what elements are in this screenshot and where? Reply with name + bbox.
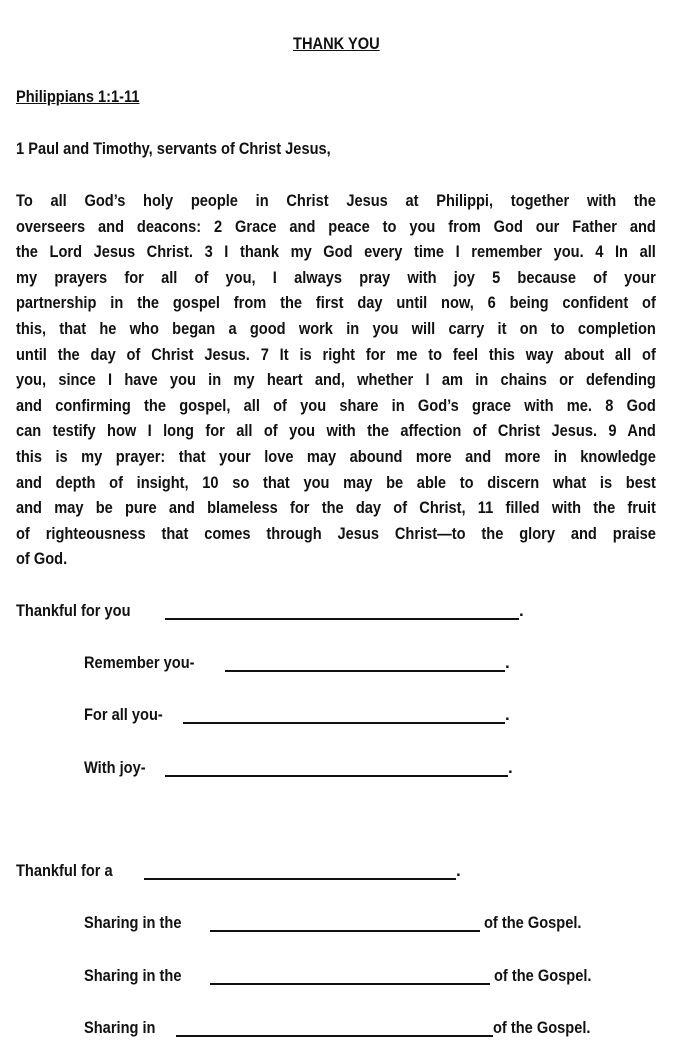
line-text: this, that he who began a good work in you will carry it on to completion [16,319,656,338]
paragraph-line [16,523,680,545]
fill-in-suffix [484,913,597,933]
label-text: Sharing in the [84,966,182,985]
label-text: Remember you- [84,653,195,672]
scripture-reference-text: Philippians 1:1-11 [16,87,140,106]
answer-blank[interactable] [165,602,519,620]
fill-in-label [16,601,161,621]
fill-in-label [84,1018,176,1038]
label-text: With joy- [84,758,146,777]
line-text: the Lord Jesus Christ. 3 I thank my God every time I remember you. 4 In all [16,242,656,262]
line-text: of righteousness that comes through Jesus Christ—to the glory and praise [16,523,656,543]
fill-in-label [16,861,140,881]
salutation-verse [16,139,382,159]
fill-in-label [84,966,210,986]
period: . [519,601,524,620]
paragraph-line [16,190,680,212]
fill-in-label [84,913,210,933]
paragraph-line [16,497,680,519]
suffix-text: of the Gospel. [494,966,592,985]
answer-blank[interactable] [210,967,490,985]
paragraph-line [16,267,680,289]
period: . [508,758,513,777]
line-text: you, since I have you in my heart and, whether I am in chains or defending [16,370,656,390]
fill-in-sharing-1 [84,913,597,933]
answer-blank[interactable] [144,862,456,880]
fill-in-sharing-2 [84,966,607,986]
scripture-reference [16,87,160,107]
paragraph-line [16,318,680,340]
fill-in-for-all-you [84,705,510,725]
answer-blank[interactable] [165,759,508,777]
line-text: and depth of insight, 10 so that you may be able to discern what is best [16,472,656,492]
line-text: this is my prayer: that your love may abound more and more in knowledge [16,447,656,466]
line-text: To all God’s holy people in Christ Jesus at Philippi, together with the [16,191,656,210]
period: . [505,705,510,724]
line-text: partnership in the gospel from the first day until now, 6 being confident of [16,293,656,313]
answer-blank[interactable] [225,654,505,672]
line-text: overseers and deacons: 2 Grace and peace to you from God our Father and [16,216,656,236]
label-text: Sharing in [84,1018,156,1037]
label-text: Thankful for you [16,601,131,620]
paragraph-line [16,420,680,442]
fill-in-with-joy [84,758,513,778]
fill-in-thankful-for-a [16,861,461,881]
paragraph-line [16,216,680,238]
fill-in-suffix [493,1018,606,1038]
fill-in-label [84,653,225,673]
period: . [505,653,510,672]
fill-in-label [84,758,165,778]
paragraph-line [16,446,680,468]
fill-in-remember-you [84,653,510,673]
answer-blank[interactable] [176,1019,493,1037]
suffix-text: of the Gospel. [484,913,582,932]
paragraph-line [16,292,680,314]
paragraph-line [16,548,680,570]
label-text: For all you- [84,705,163,724]
fill-in-thankful-for-you [16,601,524,621]
paragraph-line [16,241,680,263]
answer-blank[interactable] [183,706,505,724]
line-text: and confirming the gospel, all of you share in God’s grace with me. 8 God [16,395,656,415]
fill-in-sharing-3 [84,1018,606,1038]
line-text: until the day of Christ Jesus. 7 It is right for me to feel this way about all of [16,344,656,364]
suffix-text: of the Gospel. [493,1018,591,1037]
paragraph-line [16,344,680,366]
page-title [0,34,672,54]
line-text: and may be pure and blameless for the day of Christ, 11 filled with the fruit [16,498,656,518]
period: . [456,861,461,880]
answer-blank[interactable] [210,914,480,932]
fill-in-suffix [494,966,607,986]
line-text: my prayers for all of you, I always pray with joy 5 because of your [16,267,656,287]
salutation-text: 1 Paul and Timothy, servants of Christ Jesus, [16,139,331,158]
paragraph-line [16,395,680,417]
label-text: Thankful for a [16,861,113,880]
paragraph-line [16,472,680,494]
label-text: Sharing in the [84,913,182,932]
line-text: of God. [16,549,68,569]
fill-in-label [84,705,183,725]
line-text: can testify how I long for all of you with the affection of Christ Jesus. 9 And [16,421,656,441]
paragraph-line [16,369,680,391]
page-title-text: THANK YOU [292,34,380,53]
